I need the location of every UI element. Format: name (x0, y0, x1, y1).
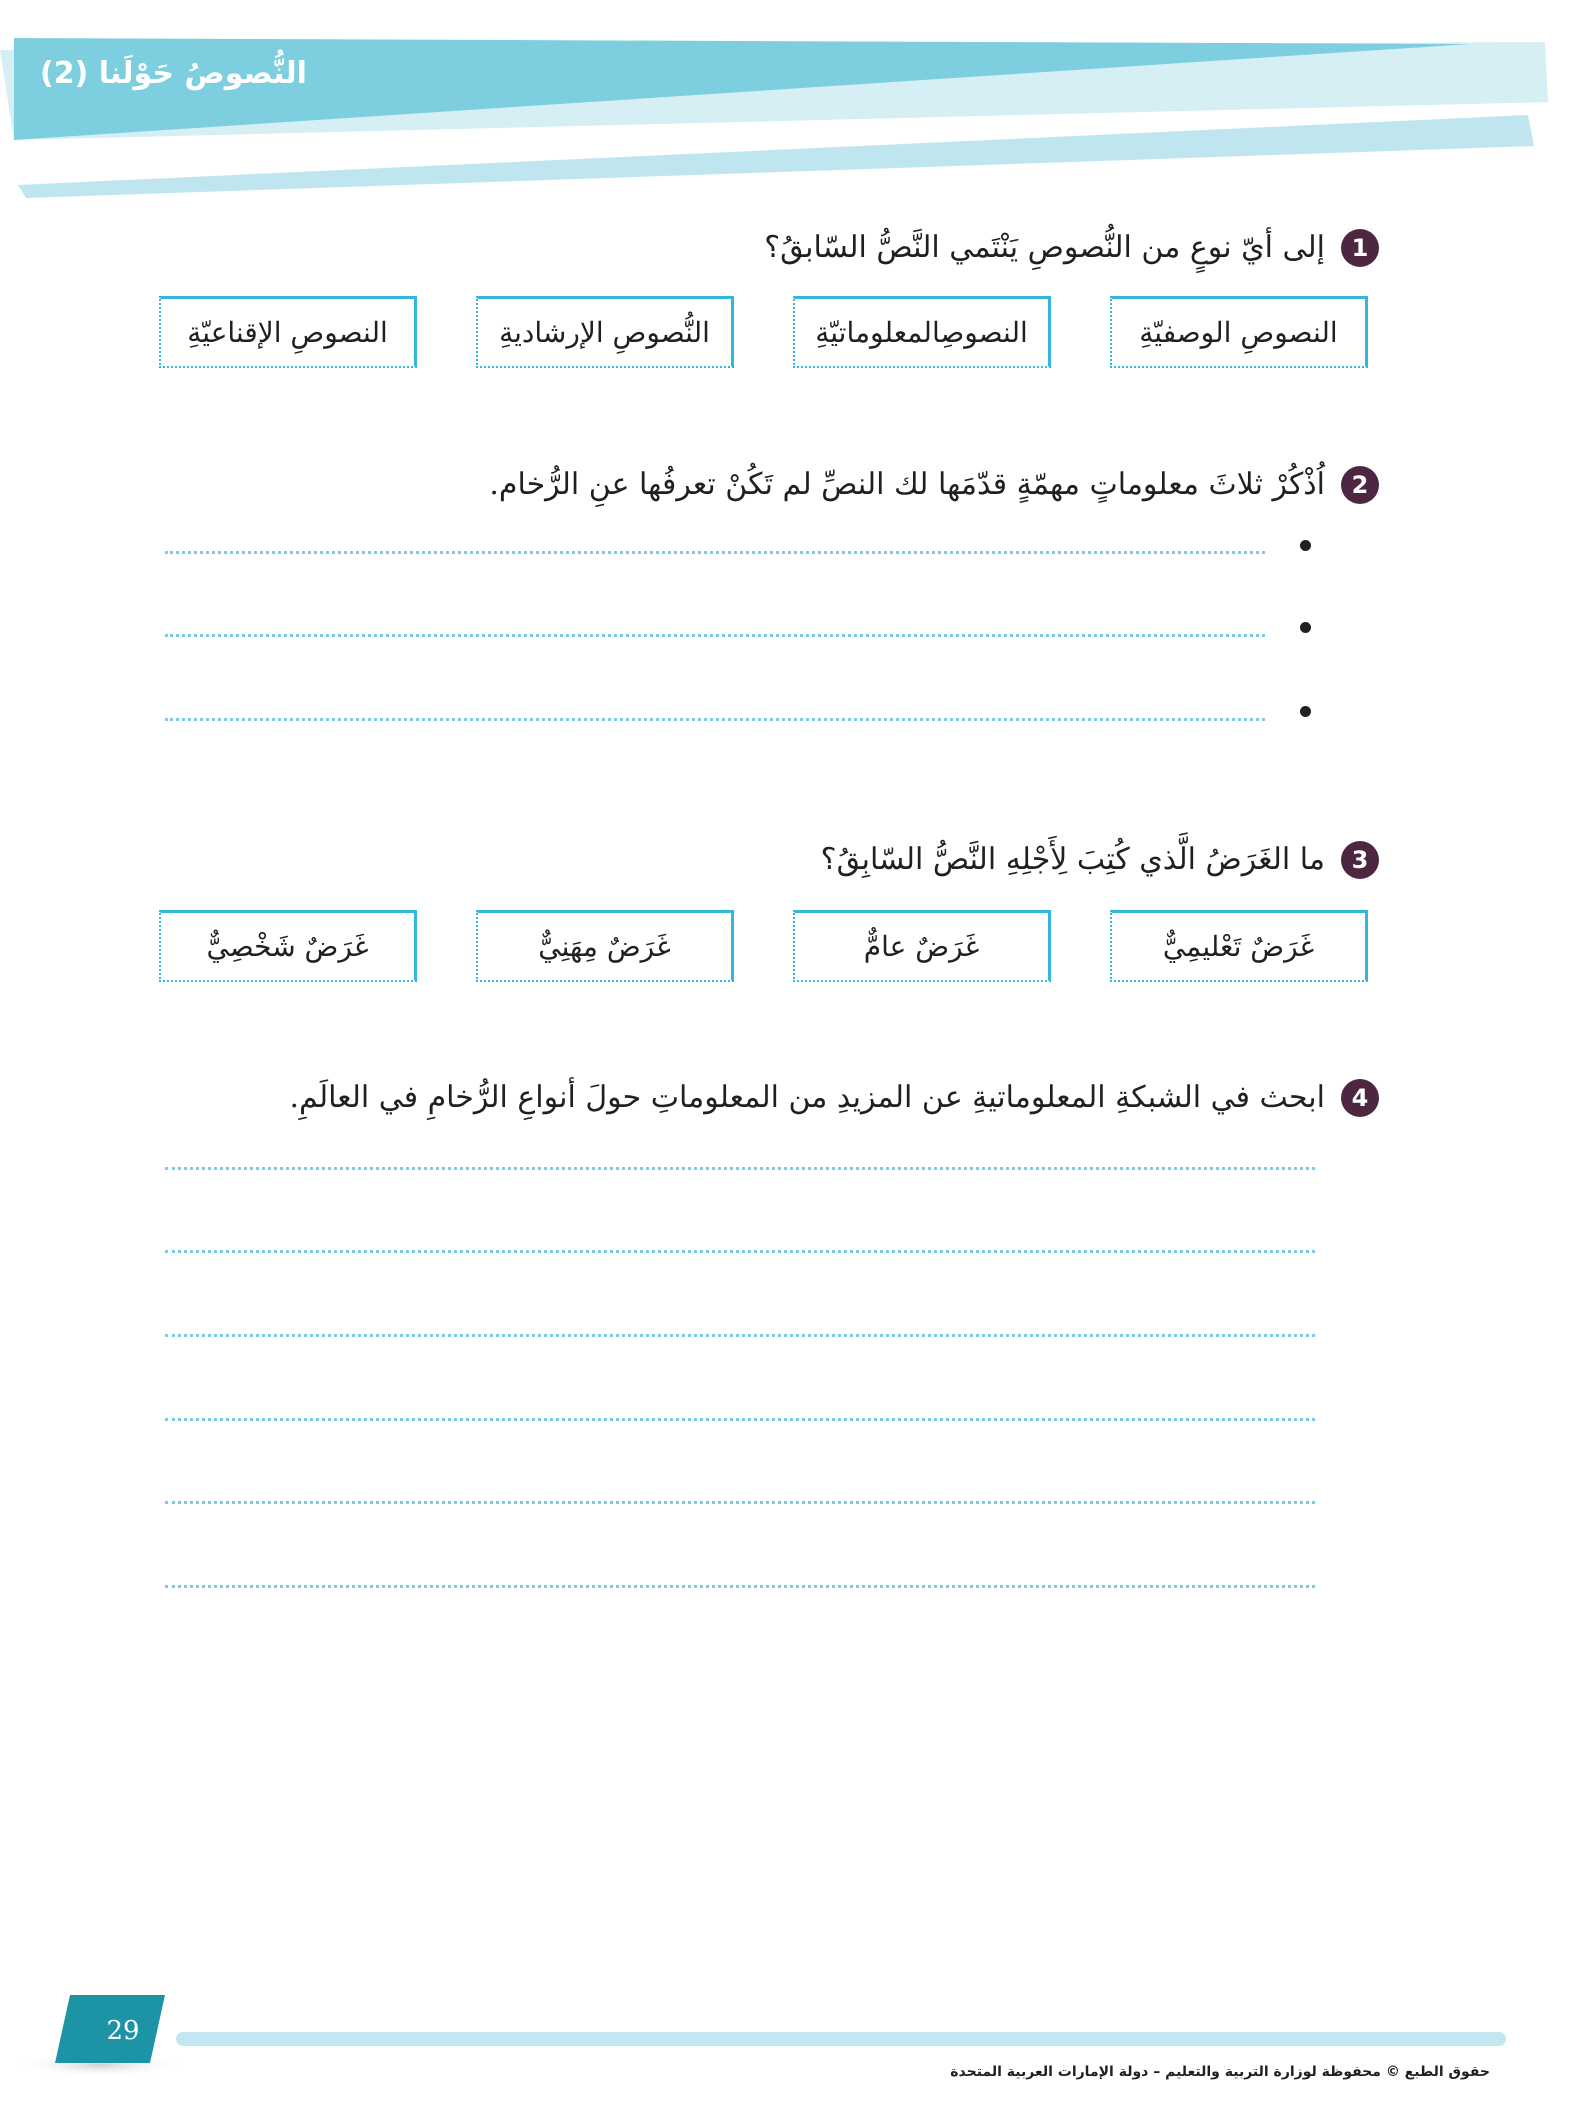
answer-line[interactable] (165, 634, 1265, 637)
answer-line[interactable] (165, 718, 1265, 721)
question-number-badge: 1 (1341, 229, 1379, 267)
question-number-badge: 2 (1341, 466, 1379, 504)
footer-bar (176, 2032, 1506, 2046)
option-personal-purpose[interactable]: غَرَضٌ شَخْصِيٌّ (159, 910, 417, 982)
answer-line[interactable] (165, 551, 1265, 554)
option-descriptive-texts[interactable]: النصوصِ الوصفيّةِ (1110, 296, 1368, 368)
answer-line[interactable] (165, 1501, 1315, 1504)
answer-line[interactable] (165, 1418, 1315, 1421)
question-text: ابحث في الشبكةِ المعلوماتيةِ عن المزيدِ من المعلوماتِ حولَ أنواعِ الرُّخامِ في العالَمِ. (289, 1080, 1325, 1115)
bullet-point (1300, 706, 1311, 717)
page-title: النُّصوصُ حَوْلَنا (2) (40, 56, 307, 91)
answer-line[interactable] (165, 1250, 1315, 1253)
bullet-point (1300, 622, 1311, 633)
question-text: ما الغَرَضُ الَّذي كُتِبَ لِأَجْلِهِ النَّصُّ السّابِقُ؟ (820, 842, 1325, 877)
question-number-badge: 4 (1341, 1079, 1379, 1117)
option-professional-purpose[interactable]: غَرَضٌ مِهَنِيٌّ (476, 910, 734, 982)
option-instructional-texts[interactable]: النُّصوصِ الإرشاديةِ (476, 296, 734, 368)
bullet-point (1300, 540, 1311, 551)
option-persuasive-texts[interactable]: النصوصِ الإقناعيّةِ (159, 296, 417, 368)
option-informational-texts[interactable]: النصوصِالمعلوماتيّةِ (793, 296, 1051, 368)
question-text: إلى أيّ نوعٍ من النُّصوصِ يَنْتَمي النَّصُّ السّابقُ؟ (764, 230, 1325, 265)
question-1 (764, 218, 1379, 278)
option-educational-purpose[interactable]: غَرَضٌ تَعْليمِيٌّ (1110, 910, 1368, 982)
question-number-badge: 3 (1341, 841, 1379, 879)
copyright-notice: حقوق الطبع © محفوظة لوزارة التربية والتعليم – دولة الإمارات العربية المتحدة (950, 2064, 1490, 2080)
question-3 (821, 830, 1379, 890)
question-text: اُذْكُرْ ثلاثَ معلوماتٍ مهمّةٍ قدّمَها لك النصِّ لم تَكُنْ تعرفُها عنِ الرُّخام. (489, 467, 1325, 502)
page-number: 29 (106, 2016, 140, 2046)
answer-line[interactable] (165, 1334, 1315, 1337)
option-general-purpose[interactable]: غَرَضٌ عامٌّ (793, 910, 1051, 982)
answer-line[interactable] (165, 1585, 1315, 1588)
question-4 (289, 1068, 1379, 1128)
question-2 (489, 455, 1379, 515)
answer-line[interactable] (165, 1167, 1315, 1170)
